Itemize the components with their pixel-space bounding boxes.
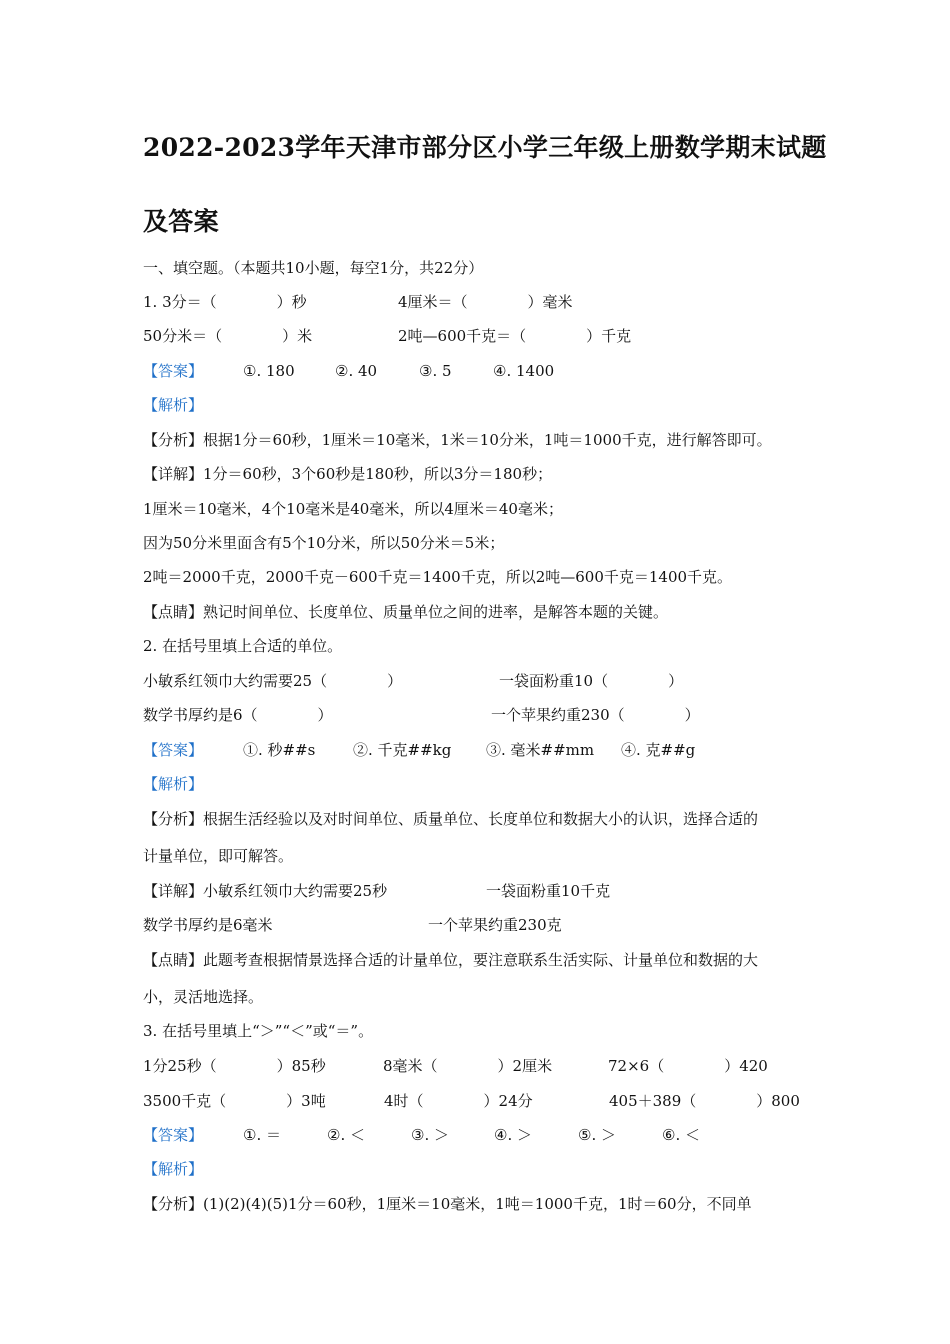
title-line-1: 2022-2023学年天津市部分区小学三年级上册数学期末试题 xyxy=(143,133,827,162)
q2-blank-3: 数学书厚约是6（ ） xyxy=(143,706,333,724)
q1-blank-1: 1. 3分＝（ ）秒 xyxy=(143,293,307,311)
q2-detail-1b: 一袋面粉重10千克 xyxy=(486,882,611,900)
q1-blank-2: 4厘米＝（ ）毫米 xyxy=(398,293,573,311)
q2-answer-3: ③. 毫米##mm xyxy=(486,741,595,759)
q1-detail-4: 2吨＝2000千克，2000千克－600千克＝1400千克，所以2吨—600千克＝1400千克。 xyxy=(143,568,733,586)
q1-answer-4: ④. 1400 xyxy=(493,362,555,380)
q2-detail-2b: 一个苹果约重230克 xyxy=(428,916,562,934)
q3-answer-1: ①. ＝ xyxy=(243,1126,281,1144)
q1-dianjing: 【点睛】熟记时间单位、长度单位、质量单位之间的进率，是解答本题的关键。 xyxy=(143,603,669,621)
q1-answer-1: ①. 180 xyxy=(243,362,295,380)
q3-blank-1: 1分25秒（ ）85秒 xyxy=(143,1057,326,1075)
q1-answer-tag: 【答案】 xyxy=(143,362,204,380)
q2-detail-2a: 数学书厚约是6毫米 xyxy=(143,916,273,934)
q2-answer-4: ④. 克##g xyxy=(621,741,696,759)
q3-blank-4: 3500千克（ ）3吨 xyxy=(143,1092,326,1110)
q2-blank-4: 一个苹果约重230（ ） xyxy=(491,706,700,724)
q3-blank-6: 405＋389（ ）800 xyxy=(609,1092,800,1110)
q2-fenxi-1: 【分析】根据生活经验以及对时间单位、质量单位、长度单位和数据大小的认识，选择合适的 xyxy=(143,810,759,828)
q3-blank-5: 4时（ ）24分 xyxy=(384,1092,533,1110)
q3-stem: 3. 在括号里填上“＞”“＜”或“＝”。 xyxy=(143,1022,374,1040)
q1-analysis-tag: 【解析】 xyxy=(143,396,204,414)
q1-detail-2: 1厘米＝10毫米，4个10毫米是40毫米，所以4厘米＝40毫米； xyxy=(143,500,563,518)
title-line-2: 及答案 xyxy=(143,207,219,236)
q2-dianjing-1: 【点睛】此题考查根据情景选择合适的计量单位，要注意联系生活实际、计量单位和数据的大 xyxy=(143,951,759,969)
q2-blank-2: 一袋面粉重10（ ） xyxy=(499,672,684,690)
section-heading: 一、填空题。（本题共10小题，每空1分，共22分） xyxy=(143,259,484,277)
q2-answer-1: ①. 秒##s xyxy=(243,741,316,759)
q3-answer-5: ⑤. ＞ xyxy=(578,1126,616,1144)
q3-analysis-tag: 【解析】 xyxy=(143,1160,204,1178)
q2-answer-tag: 【答案】 xyxy=(143,741,204,759)
q3-fenxi: 【分析】(1)(2)(4)(5)1分＝60秒，1厘米＝10毫米，1吨＝1000千克，1时＝60分，不同单 xyxy=(143,1195,752,1213)
q2-analysis-tag: 【解析】 xyxy=(143,775,204,793)
q1-fenxi: 【分析】根据1分＝60秒，1厘米＝10毫米，1米＝10分米，1吨＝1000千克，进行解答即可。 xyxy=(143,431,772,449)
q3-blank-3: 72×6（ ）420 xyxy=(608,1057,768,1075)
q3-answer-4: ④. ＞ xyxy=(494,1126,532,1144)
q2-fenxi-2: 计量单位，即可解答。 xyxy=(143,847,294,865)
q1-answer-3: ③. 5 xyxy=(419,362,452,380)
q2-blank-1: 小敏系红领巾大约需要25（ ） xyxy=(143,672,403,690)
q1-blank-3: 50分米＝（ ）米 xyxy=(143,327,313,345)
q3-answer-2: ②. ＜ xyxy=(327,1126,365,1144)
q2-answer-2: ②. 千克##kg xyxy=(353,741,452,759)
q3-answer-3: ③. ＞ xyxy=(411,1126,449,1144)
q2-dianjing-2: 小，灵活地选择。 xyxy=(143,988,264,1006)
q1-blank-4: 2吨—600千克＝（ ）千克 xyxy=(398,327,632,345)
q1-detail-3: 因为50分米里面含有5个10分米，所以50分米＝5米； xyxy=(143,534,505,552)
q3-answer-tag: 【答案】 xyxy=(143,1126,204,1144)
q1-detail-1: 【详解】1分＝60秒，3个60秒是180秒，所以3分＝180秒； xyxy=(143,465,553,483)
q2-detail-1a: 【详解】小敏系红领巾大约需要25秒 xyxy=(143,882,388,900)
q3-blank-2: 8毫米（ ）2厘米 xyxy=(383,1057,553,1075)
q2-stem: 2. 在括号里填上合适的单位。 xyxy=(143,637,343,655)
q3-answer-6: ⑥. ＜ xyxy=(662,1126,700,1144)
q1-answer-2: ②. 40 xyxy=(335,362,378,380)
